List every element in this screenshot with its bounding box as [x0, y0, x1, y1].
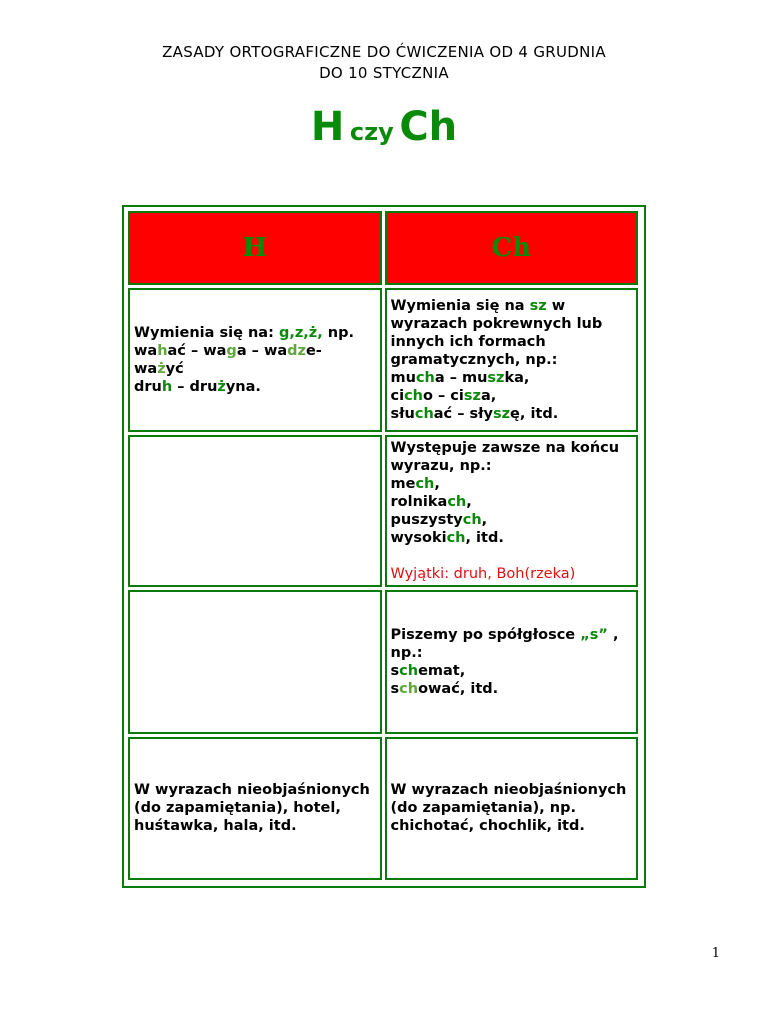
cell-ch-rule-4: W wyrazach nieobjaśnionych (do zapamiętania), np. chichotać, chochlik, itd.: [385, 737, 639, 880]
column-header-h: H: [128, 211, 382, 285]
title-czy: czy: [349, 118, 394, 146]
header-line-1: ZASADY ORTOGRAFICZNE DO ĆWICZENIA OD 4 GRUDNIA: [162, 43, 606, 61]
cell-h-empty-3: [128, 590, 382, 733]
page-title: [0, 104, 768, 150]
cell-ch-rule-1: Wymienia się na sz w wyrazach pokrewnych lub innych ich formach gramatycznych, np.: mucha – muszka, cicho – cisza, słuchać – słyszę, itd.: [385, 288, 639, 431]
cell-ch-rule-3: Piszemy po spółgłosce „s” , np.: schemat, schować, itd.: [385, 590, 639, 733]
title-h: H: [310, 104, 345, 150]
column-header-ch: Ch: [385, 211, 639, 285]
exceptions-note: Wyjątki: druh, Boh(rzeka): [390, 565, 576, 582]
rules-table: [122, 205, 646, 888]
header-line-2: DO 10 STYCZNIA: [319, 64, 449, 82]
page-number: 1: [711, 946, 720, 961]
document-header: [0, 42, 768, 84]
cell-h-rule-4: W wyrazach nieobjaśnionych (do zapamiętania), hotel, huśtawka, hala, itd.: [128, 737, 382, 880]
title-ch: Ch: [399, 104, 458, 150]
cell-h-empty-2: [128, 435, 382, 587]
cell-h-rule-1: Wymienia się na: g,z,ż, np. wahać – waga – wadze- ważyć druh – drużyna.: [128, 288, 382, 431]
cell-ch-rule-2: Występuje zawsze na końcu wyrazu, np.: mech, rolnikach, puszystych, wysokich, itd. Wyjątki: druh, Boh(rzeka): [385, 435, 639, 587]
